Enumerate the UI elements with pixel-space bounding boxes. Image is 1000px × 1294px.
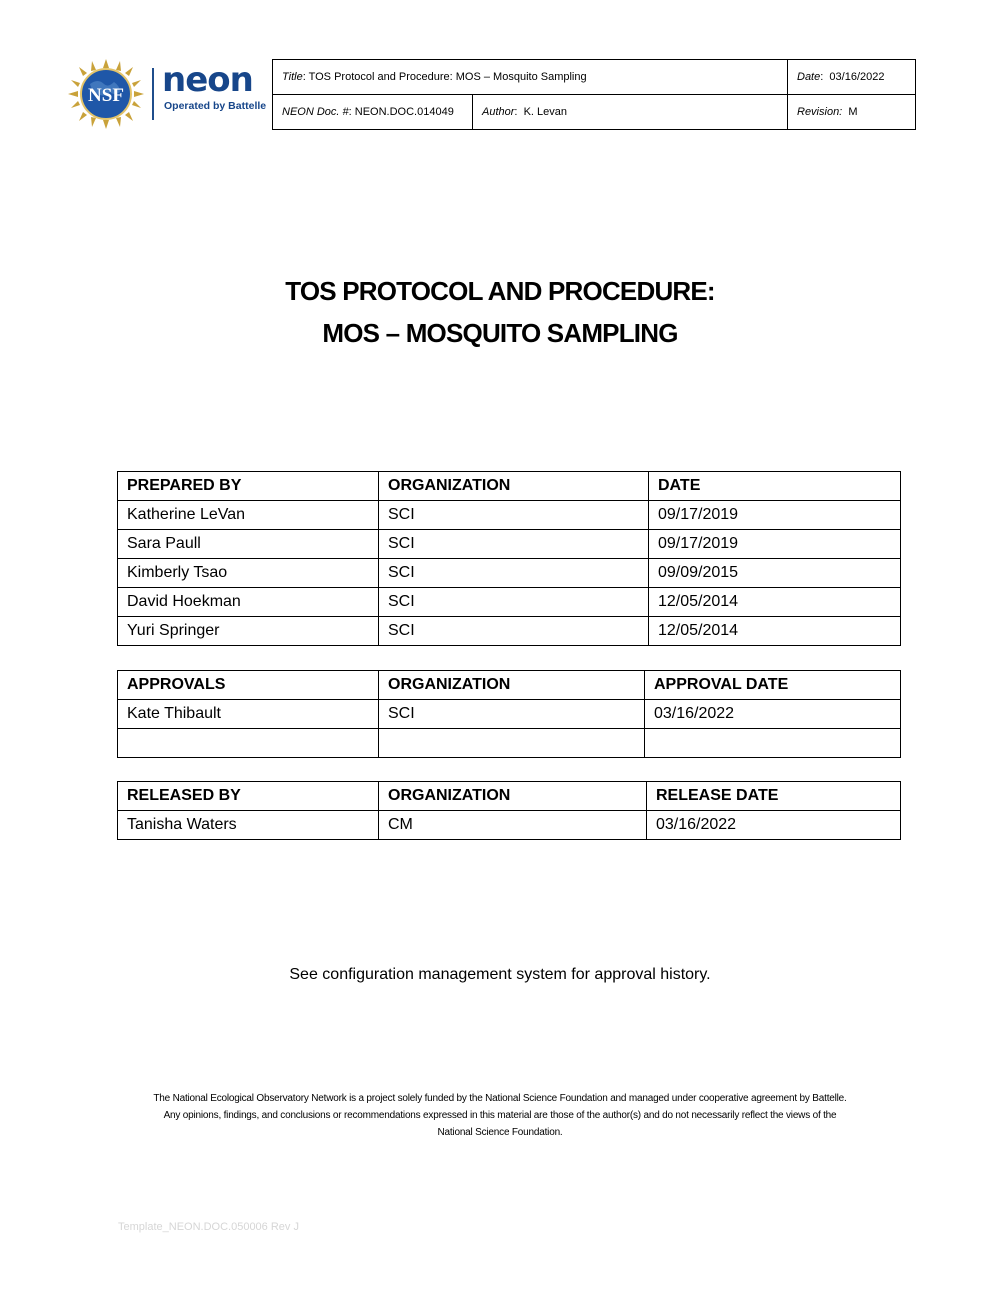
name-cell: Sara Paull [118,530,379,559]
doc-number-value: NEON.DOC.014049 [354,106,454,118]
column-header: APPROVAL DATE [645,671,901,700]
disclaimer-line-1: The National Ecological Observatory Network is a project solely funded by the National Science Foundation and managed under cooperative agreement by Battelle. [153,1093,847,1104]
date-cell [645,729,901,758]
disclaimer-line-3: National Science Foundation. [437,1127,563,1138]
document-title-line-1: TOS PROTOCOL AND PROCEDURE: [285,276,715,306]
date-cell: 12/05/2014 [649,617,901,646]
table-header-row [118,671,901,700]
organization-cell [379,729,645,758]
revision-label: Revision: [797,106,843,118]
organization-cell: SCI [379,588,649,617]
column-header: PREPARED BY [118,472,379,501]
date-value: 03/16/2022 [829,71,885,83]
funding-disclaimer [100,1090,900,1141]
organization-cell: SCI [379,559,649,588]
organization-cell: SCI [379,700,645,729]
table-row [118,729,901,758]
organization-cell: SCI [379,617,649,646]
disclaimer-line-2: Any opinions, findings, and conclusions or recommendations expressed in this material are those of the author(s) and do not necessarily reflect the views of the [163,1110,837,1121]
name-cell: Kimberly Tsao [118,559,379,588]
name-cell: Tanisha Waters [118,811,379,840]
organization-cell: SCI [379,530,649,559]
table-row [118,530,901,559]
name-cell [118,729,379,758]
author-label: Author [482,106,515,118]
template-identifier: Template_NEON.DOC.050006 Rev J [118,1221,299,1233]
date-label: Date [797,71,821,83]
column-header: ORGANIZATION [379,472,649,501]
table-row [118,588,901,617]
organization-cell: CM [379,811,647,840]
name-cell: Yuri Springer [118,617,379,646]
table-row [118,700,901,729]
approvals-table [117,670,901,758]
header-logos [66,58,272,130]
released-by-table [117,781,901,840]
table-row [118,501,901,530]
revision-value: M [848,106,858,118]
title-label: Title [282,71,303,83]
document-title [0,270,1000,354]
prepared-by-table [117,471,901,646]
author-value: K. Levan [523,106,568,118]
date-cell: 03/16/2022 [645,700,901,729]
table-header-row [118,782,901,811]
date-cell: 09/09/2015 [649,559,901,588]
header-author-cell: Author: K. Levan [473,95,788,130]
neon-logo-tagline: Operated by Battelle [164,100,267,112]
header-doc-number-cell: NEON Doc. #: NEON.DOC.014049 [273,95,473,130]
date-cell: 09/17/2019 [649,501,901,530]
name-cell: David Hoekman [118,588,379,617]
table-row [118,617,901,646]
table-header-row [118,472,901,501]
column-header: APPROVALS [118,671,379,700]
document-title-line-2: MOS – MOSQUITO SAMPLING [322,318,678,348]
name-cell: Katherine LeVan [118,501,379,530]
header-date-cell: Date: 03/16/2022 [788,60,916,95]
column-header: RELEASE DATE [647,782,901,811]
date-cell: 03/16/2022 [647,811,901,840]
column-header: ORGANIZATION [379,782,647,811]
nsf-logo-icon [68,59,144,129]
column-header: ORGANIZATION [379,671,645,700]
doc-number-label: NEON Doc. # [282,106,349,118]
date-cell: 09/17/2019 [649,530,901,559]
header-title-cell: Title: TOS Protocol and Procedure: MOS – Mosquito Sampling [273,60,788,95]
svg-text:NSF: NSF [88,85,124,106]
column-header: DATE [649,472,901,501]
table-row [118,559,901,588]
configuration-note: See configuration management system for approval history. [289,966,711,983]
organization-cell: SCI [379,501,649,530]
neon-logo-wordmark: neon [162,60,253,100]
column-header: RELEASED BY [118,782,379,811]
table-row [118,811,901,840]
name-cell: Kate Thibault [118,700,379,729]
title-value: TOS Protocol and Procedure: MOS – Mosquito Sampling [308,71,587,83]
logo-divider [152,68,154,120]
document-header-table [272,59,916,130]
header-revision-cell [788,95,916,130]
date-cell: 12/05/2014 [649,588,901,617]
